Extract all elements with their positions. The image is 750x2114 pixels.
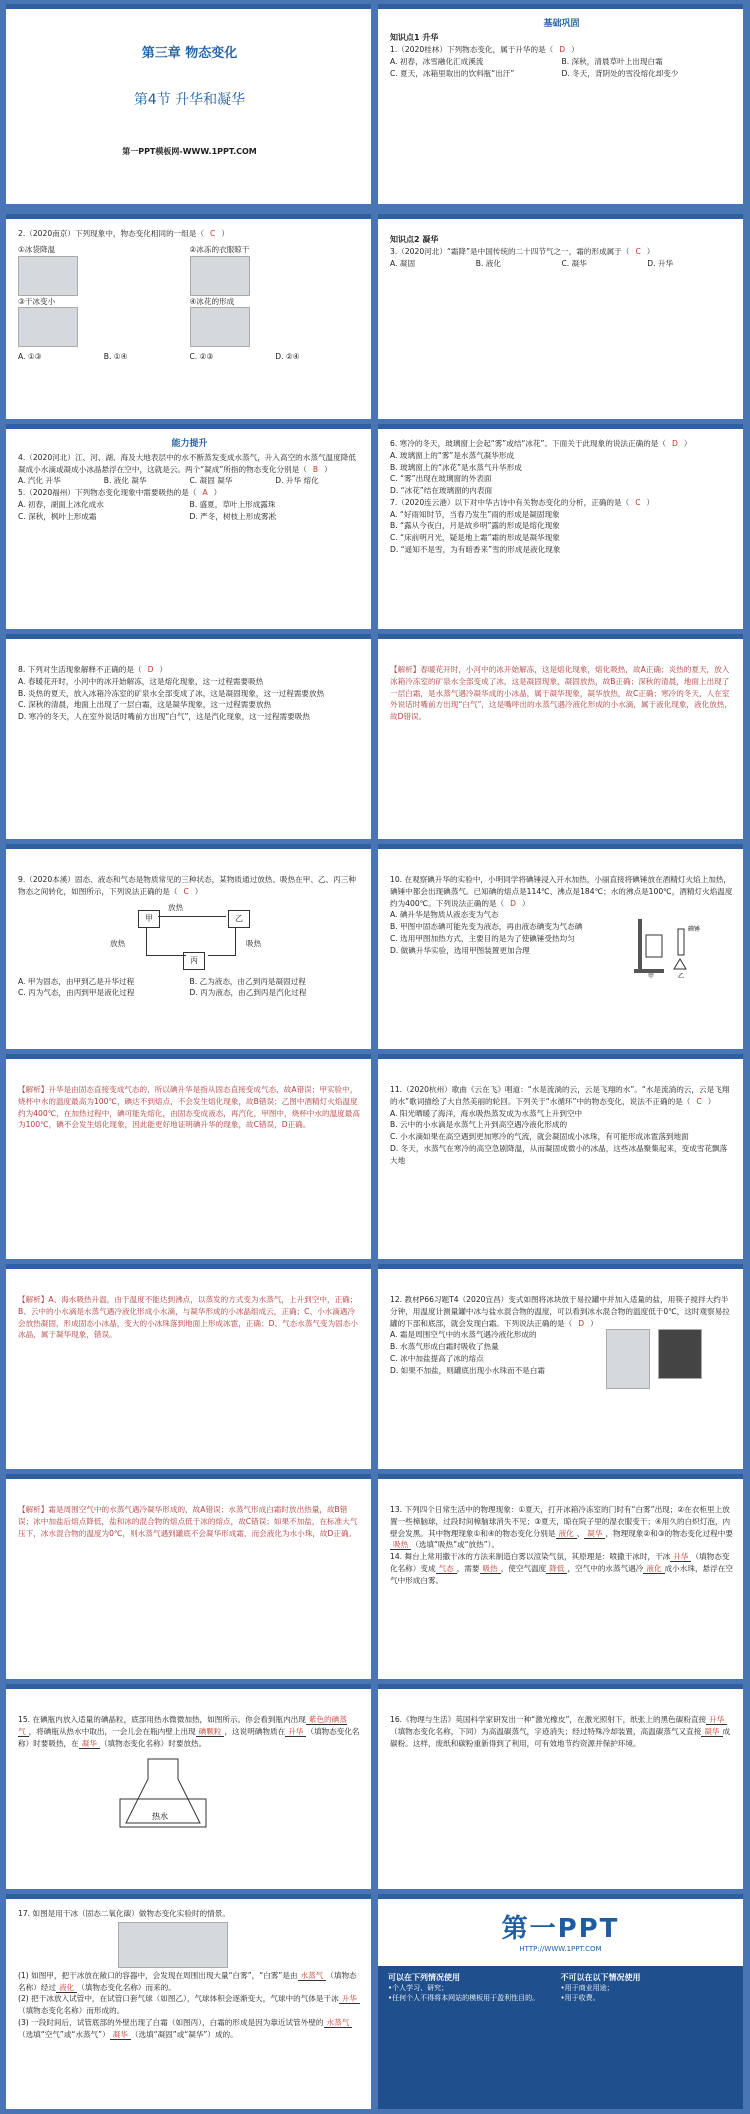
- dry-ice-image: [18, 307, 78, 347]
- svg-text:乙: 乙: [678, 973, 685, 980]
- knowledge-point: 知识点1 升华: [390, 32, 439, 42]
- slide-analysis-10: 【解析】升华是由固态直接变成气态的，所以碘升华是指从固态直接变成气态，故A错误；甲实验中，烧杯中水的温度最高为100℃，碘达不到熔点，不会发生熔化现象，故B错误；乙图中酒精灯火焰温度约为400℃，在加热过程中，碘可能先熔化，由固态变成液态，再汽化，甲图中，烧杯中水的温度最高为100℃，碘不会发生熔化现象，因此能更好地证明碘升华的现象，故C错误，D正确。: [6, 1054, 371, 1259]
- state-diagram: 甲 乙 丙 放热 放热 吸热: [18, 902, 361, 972]
- frozen-clothes-image: [190, 256, 250, 296]
- slide-q8: 8. 下列对生活现象解释不正确的是（ D ） A. 春暖花开时，小河中的冰开始解冻，这是熔化现象，这一过程需要吸热 B. 炎热的夏天，放入冰箱冷冻室的矿泉水全部变成了冰，这是凝固现象，这一过程需要放热 C. 深秋的清晨，地面上出现了一层白霜，这是凝华现象，这一过程需要放热 D. 寒冷的冬天，人在室外说话时嘴前方出现“白气”，这是汽化现象，这一过程需要吸热: [6, 634, 371, 839]
- site-link[interactable]: 第一PPT模板网-WWW.1PPT.COM: [122, 146, 257, 156]
- svg-text:碘锤: 碘锤: [688, 926, 701, 934]
- section-heading: 基础巩固: [543, 19, 580, 29]
- slide-analysis-12: 【解析】霜是周围空气中的水蒸气遇冷凝华形成的，故A错误；水蒸气形成白霜时放出热量，故B错误；冰中加盐后熔点降低，盐和冰的混合物的熔点低于冰的熔点，故C错误；如果不加盐，在标准大气压下，冰水混合物的温度为0℃，则水蒸气遇到罐底不会凝华形成霜，而会液化为水小珠，故D正确。: [6, 1474, 371, 1679]
- chapter-title: 第三章 物态变化: [141, 46, 238, 61]
- question: 2.（2020南京）下列现象中，物态变化相同的一组是（ C ）: [18, 229, 229, 238]
- can-image: [606, 1329, 650, 1389]
- slide-q15: 15. 在碘瓶内放入适量的碘晶粒，底部用热水微微加热，如图所示。你会看到瓶内出现 紫色的碘蒸气 ，将碘瓶从热水中取出，一会儿会在瓶内壁上出现 碘颗粒 ，这说明碘物质在 升华 （填物态变化名称）时要吸热，在 凝华 （填物态变化名称）时要放热。 热水: [6, 1684, 371, 1889]
- slide-q16: 16.《物理与生活》英国科学家研发出一种“激光橡皮”，在激光照射下，纸张上的黑色碳粉直接 升华（填物态变化名称，下同）为高温碳蒸气，字迹消失；经过特殊冷却装置，高温碳蒸气又直接 凝华 成碳粉。这样，废纸和碳粉重新得到了利用，可有效地节约资源并保护环境。: [378, 1684, 743, 1889]
- slide-q13-14: 13. 下列四个日常生活中的物理现象：①夏天，打开冰箱冷冻室的门时有“白雾”出现；②在衣柜里上放置一些樟脑球，过段时间樟脑球消失不见；③夏天，晾在院子里的湿衣服变干；④用久的白炽灯泡，内壁会发黑。其中物理现象①和④的物态变化分别是 液化 、 凝华 ，物理现象②和③的物态变化过程中要吸热 （选填“吸热”或“放热”）。 14. 舞台上常用撒干冰的方法来制造白雾以渲染气氛，其原理是：喷撒干冰时，干冰 升华 （填物态变化名称）变成 气态 ，需要 吸热 ，使空气温度 降低 ，空气中的水蒸气遇冷 液化 成小水珠，悬浮在空气中形成白雾。: [378, 1474, 743, 1679]
- iodine-apparatus-diagram: [630, 909, 710, 979]
- slide-q2: 2.（2020南京）下列现象中，物态变化相同的一组是（ C ） ①冰袋降温 ②冰冻的衣服晾干 ③干冰变小 ④冰花的形成 A. ①③ B. ①④ C. ②③ D. ②④: [6, 214, 371, 419]
- logo: 第一PPT: [501, 1914, 620, 1944]
- ice-bag-image: [18, 256, 78, 296]
- slide-q3: 知识点2 凝华 3.（2020河北）“霜降”是中国传统的二十四节气之一，霜的形成属于（ C ） A. 凝固 B. 液化 C. 凝华 D. 升华: [378, 214, 743, 419]
- slide-q4-5: 能力提升 4.（2020河北）江、河、湖、海及大地表层中的水不断蒸发变成水蒸气，升入高空的水蒸气温度降低凝成小水滴或凝成小冰晶悬浮在空中，这就是云。两个“凝成”所指的物态变化分别是（ B ） A. 汽化 升华 B. 液化 凝华 C. 凝固 凝华 D. 升华 熔化 5.（2020福州）下列物态变化现象中需要吸热的是（ A ） A. 初春，湖面上冰化成水 B. 盛夏，草叶上形成露珠 C. 深秋，枫叶上形成霜 D. 严冬，树枝上形成雾凇: [6, 424, 371, 629]
- slide-q17: 17. 如图是用干冰（固态二氧化碳）做物态变化实验时的情景。 (1) 如图甲，把干冰放在敞口的容器中，会发现在周围出现大量“白雾”，“白雾”是由 水蒸气 （填物态名称）经过 液化 （填物态变化名称）而来的。 (2) 把干冰放入试管中，在试管口套气球（如图乙），气球体积会逐渐变大，气球中的气体是干冰 升华（填物态变化名称）而形成的。 (3) 一段时间后，试管底部的外壁出现了白霜（如图丙），白霜的形成是因为靠近试管外壁的 水蒸气（选填“空气”或“水蒸气”） 凝华 （选填“凝固”或“凝华”）成的。: [6, 1894, 371, 2109]
- slide-analysis-8: [378, 634, 743, 839]
- flask-diagram: [118, 1749, 208, 1829]
- ice-flower-image: [190, 307, 250, 347]
- section-title: 第4节 升华和凝华: [133, 92, 246, 109]
- question: 1.（2020桂林）下列物态变化，属于升华的是（ D ）: [390, 45, 579, 55]
- slide-q11: 11.（2020杭州）歌曲《云在飞》唱道：“水是流淌的云，云是飞翔的水”。“水是流淌的云，云是飞翔的水”歌词描绘了大自然美丽的轮回。下列关于“水循环”中的物态变化，说法不正确的是（ C ） A. 阳光晒暖了海洋，海水吸热蒸发成为水蒸气上升到空中 B. 云中的小水滴是水蒸气上升到高空遇冷液化形成的 C. 小水滴如果在高空遇到更加寒冷的气流，就会凝固成小冰珠，有可能形成冰雹落到地面 D. 冬天，水蒸气在寒冷的高空急剧降温，从而凝固成微小的冰晶，这些冰晶聚集起来，变成雪花飘落大地: [378, 1054, 743, 1259]
- frost-image: [658, 1329, 702, 1379]
- slide-footer-ad: 第一PPT HTTP://WWW.1PPT.COM 可以在下列情况使用 •个人学习、研究； •任何个人不得将本网站的模板用于盈利性目的。 不可以在以下情况使用 •用于商业用途； •用于收费。: [378, 1894, 743, 2109]
- slide-q9: 9.（2020本溪）固态、液态和气态是物质常见的三种状态，某物质通过放热、吸热在甲、乙、丙三种物态之间转化，如图所示，下列说法正确的是（ C ） 甲 乙 丙 放热 放热 吸热 A. 甲为固态，由甲到乙是升华过程 B. 乙为液态，由乙到丙是凝固过程 C. 丙为气态，由丙到甲是液化过程 D. 丙为液态，由乙到丙是汽化过程: [6, 844, 371, 1049]
- svg-text:甲: 甲: [648, 973, 655, 980]
- slide-q12: 12. 教材P66习题T4（2020宜昌）变式如图将冰块放于易拉罐中并加入适量的盐，用筷子搅拌大约半分钟，用温度计测量罐中冰与盐水混合物的温度，可以看到冰水混合物的温度低于0℃，这时观察易拉罐的下部和底部，就会发现白霜。下列说法正确的是（ D ） A. 霜是周围空气中的水蒸气遇冷液化形成的 B. 水蒸气形成白霜时吸收了热量 C. 冰中加盐提高了冰的熔点 D. 如果不加盐，则罐底出现小水珠而不是白霜: [378, 1264, 743, 1469]
- dry-ice-experiment-image: [118, 1922, 228, 1968]
- slide-analysis-11: 【解析】A、海水吸热升温，由于温度不能达到沸点，以蒸发的方式变为水蒸气，上升到空中，正确；B、云中的小水滴是水蒸气遇冷液化形成小水滴，与凝华形成的小冰晶组成云，正确；C、小水滴遇冷会放热凝固，形成固态小冰晶，变大的小冰珠落到地面上形成冰雹，正确；D、气态水蒸气变为固态小冰晶，属于凝华现象，错误。: [6, 1264, 371, 1469]
- analysis-text: 【解析】春暖花开时，小河中的冰开始解冻，这是熔化现象，熔化吸热，故A正确；炎热的夏天，放入冰箱冷冻室的矿泉水全部变成了冰，这是凝固现象，凝固放热，故B正确；深秋的清晨，地面上出现了一层白霜，是水蒸气遇冷凝华成的小冰晶，属于凝华现象，凝华放热，故C正确；寒冷的冬天，人在室外说话时嘴前方出现“白气”，这是嘴呼出的水蒸气遇冷液化形成的小水滴，属于液化现象，液化放热，故D错误。: [390, 665, 732, 722]
- options: A. 初春，冰雪融化汇成溪流 B. 深秋，清晨草叶上出现白霜 C. 夏天，冰箱里取出的饮料瓶“出汗” D. 冬天，背阴处的雪没熔化却变少: [390, 57, 679, 78]
- answer: D: [559, 45, 566, 55]
- logo-url[interactable]: HTTP://WWW.1PPT.COM: [519, 1945, 602, 1953]
- svg-text:热水: 热水: [152, 1812, 168, 1822]
- slide-q1: [378, 4, 743, 204]
- slide-title: [6, 4, 371, 204]
- slide-q10: 10. 在观察碘升华的实验中，小明同学将碘锤浸入开水加热，小丽直接将碘锤放在酒精灯火焰上加热，碘锤中都会出现碘蒸气。已知碘的熔点是114℃、沸点是184℃；水的沸点是100℃，酒精灯火焰温度约为400℃。下列说法正确的是（ D ） A. 碘升华是物质从液态变为气态 B. 甲图中固态碘可能先变为液态，再由液态碘变为气态碘 C. 选用甲图加热方式，主要目的是为了使碘锤受热均匀 D. 做碘升华实验，选用甲图装置更加合理 碘锤 甲 乙: [378, 844, 743, 1049]
- slide-q6-7: 6. 寒冷的冬天，玻璃窗上会起“雾”或结“冰花”。下面关于此现象的说法正确的是（ D ） A. 玻璃窗上的“雾”是水蒸气凝华形成 B. 玻璃窗上的“冰花”是水蒸气升华形成 C. “雾”出现在玻璃窗的外表面 D. “冰花”结在玻璃窗的内表面 7.（2020连云港）以下对中华古诗中有关物态变化的分析，正确的是（ C ） A. “好雨知时节，当春乃发生”雨的形成是凝固现象 B. “露从今夜白，月是故乡明”露的形成是熔化现象 C. “床前明月光，疑是地上霜”霜的形成是凝华现象 D. “遥知不是雪，为有暗香来”雪的形成是液化现象: [378, 424, 743, 629]
